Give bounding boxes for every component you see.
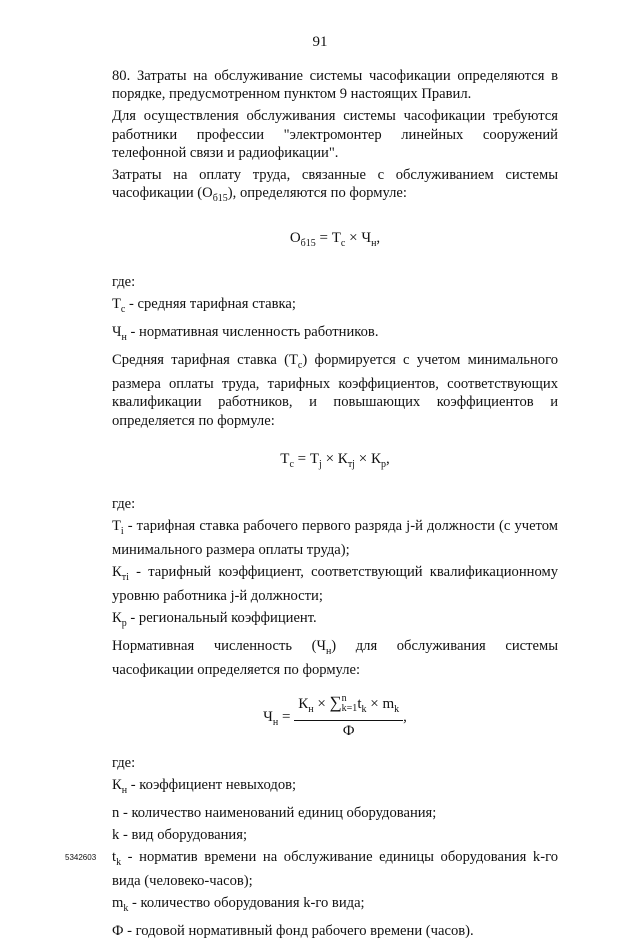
f1-ch-sub: н bbox=[371, 237, 377, 249]
def-tc-text: - средняя тарифная ставка; bbox=[125, 296, 296, 313]
f2-a-sub: j bbox=[319, 459, 322, 471]
paragraph-average-rate bbox=[112, 351, 558, 431]
f3-fraction bbox=[294, 694, 403, 741]
formula-labor-cost bbox=[112, 229, 558, 253]
definition-kn bbox=[112, 776, 558, 800]
f1-times: × bbox=[345, 229, 362, 246]
def-kn-sub: н bbox=[121, 785, 128, 797]
def-ktj-sym: К bbox=[112, 563, 122, 580]
definition-mk bbox=[112, 894, 558, 918]
def-ktj-text: - тарифный коэффициент, соответствующий квалификационному уровню работника j-й должности; bbox=[112, 563, 558, 605]
f2-a: Т bbox=[309, 451, 320, 468]
f3-times1: × bbox=[313, 695, 330, 712]
f2-b-sub: тj bbox=[347, 459, 355, 471]
f1-eq: = bbox=[315, 229, 332, 246]
formula-average-rate bbox=[112, 450, 558, 474]
def-chn-text: - нормативная численность работников. bbox=[126, 323, 379, 340]
definition-chn bbox=[112, 323, 558, 347]
labor-symbol-sub: б15 bbox=[212, 193, 228, 205]
def-chn-sub: н bbox=[121, 331, 127, 343]
f1-lhs-sub: б15 bbox=[300, 237, 316, 249]
paragraph-80: 80. Затраты на обслуживание системы часофикации определяются в порядке, предусмотренном пунктом 9 настоящих Правил. bbox=[112, 68, 558, 103]
f1-t: Т bbox=[331, 229, 341, 246]
f3-m-sub: k bbox=[394, 703, 400, 715]
definition-f: Ф - годовой нормативный фонд рабочего времени (часов). bbox=[112, 922, 474, 939]
f2-c-sub: р bbox=[380, 459, 386, 471]
where-label-1: где: bbox=[112, 274, 136, 291]
definition-kp bbox=[112, 609, 558, 633]
f2-times2: × bbox=[354, 451, 371, 468]
avg-before: Средняя тарифная ставка (Т bbox=[112, 351, 298, 368]
f3-lhs-sub: н bbox=[272, 716, 279, 728]
def-mk-text: - количество оборудования k-го вида; bbox=[128, 895, 365, 912]
f3-denominator: Ф bbox=[342, 722, 355, 739]
def-tj-text: - тарифная ставка рабочего первого разряда j-й должности (с учетом минимального размера оплаты труда); bbox=[112, 517, 558, 558]
def-mk-sub: k bbox=[123, 902, 129, 914]
def-chn-sym: Ч bbox=[112, 323, 122, 340]
norm-after: ) для обслуживания системы часофикации определяется по формуле: bbox=[112, 637, 559, 679]
f1-end: , bbox=[376, 229, 381, 246]
f3-k: К bbox=[298, 695, 309, 712]
def-kn-sym: К bbox=[112, 777, 122, 794]
f3-eq: = bbox=[278, 708, 295, 725]
where-label-3: где: bbox=[112, 755, 136, 772]
definition-ktj bbox=[112, 563, 558, 606]
def-kn-text: - коэффициент невыходов; bbox=[127, 777, 297, 794]
f2-end: , bbox=[385, 451, 390, 468]
def-kp-text: - региональный коэффициент. bbox=[126, 609, 317, 626]
labor-text-before: Затраты на оплату труда, связанные с обслуживанием системы часофикации ( bbox=[112, 167, 558, 202]
f3-m: m bbox=[382, 695, 395, 712]
def-tj-sym: Т bbox=[112, 517, 121, 534]
paragraph-labor-costs bbox=[112, 166, 558, 209]
f3-sum-top: n bbox=[341, 693, 347, 705]
labor-text-after: ), определяются по формуле: bbox=[227, 185, 407, 202]
paragraph-normative-count bbox=[112, 637, 558, 680]
f3-k-sub: н bbox=[308, 703, 314, 715]
formula-normative-count bbox=[112, 694, 558, 741]
f3-t: t bbox=[357, 695, 362, 712]
f3-end: , bbox=[403, 708, 407, 725]
f3-lhs: Ч bbox=[263, 708, 273, 725]
avg-after: ) формируется с учетом минимального размера оплаты труда, тарифных коэффициентов, соответствующих квалификации работников, и повышающих коэффициентов и определяется по формуле: bbox=[112, 351, 558, 429]
def-kp-sub: р bbox=[121, 617, 127, 629]
f3-sum: ∑ bbox=[329, 692, 342, 712]
def-tj-sub: i bbox=[120, 525, 124, 537]
avg-sub: с bbox=[297, 359, 303, 371]
norm-before: Нормативная численность (Ч bbox=[112, 637, 326, 654]
f3-sum-bottom: k=1 bbox=[341, 703, 358, 715]
f2-times1: × bbox=[321, 451, 338, 468]
labor-symbol: О bbox=[202, 185, 213, 202]
paragraph-workers: Для осуществления обслуживания системы часофикации требуются работники профессии "электромонтер линейных сооружений телефонной связи и радиофикации". bbox=[112, 108, 558, 162]
f2-c: К bbox=[370, 451, 381, 468]
definition-n: n - количество наименований единиц оборудования; bbox=[112, 805, 437, 822]
def-tk-sym: t bbox=[112, 848, 117, 865]
def-tk-text: - норматив времени на обслуживание единицы оборудования k-го вида (человеко-часов); bbox=[112, 848, 558, 890]
definition-tk bbox=[112, 848, 558, 891]
definition-tj bbox=[112, 517, 558, 560]
f3-t-sub: k bbox=[361, 703, 367, 715]
def-tc-sub: с bbox=[120, 303, 126, 315]
def-kp-sym: К bbox=[112, 609, 122, 626]
f3-numerator bbox=[294, 694, 403, 721]
f3-sum-limits bbox=[342, 694, 358, 714]
f2-eq: = bbox=[293, 451, 310, 468]
page-number: 91 bbox=[312, 34, 328, 50]
f3-times2: × bbox=[366, 695, 383, 712]
f1-t-sub: с bbox=[340, 237, 346, 249]
definition-k: k - вид оборудования; bbox=[112, 826, 248, 843]
def-tc-sym: Т bbox=[112, 296, 121, 313]
f2-lhs-sub: с bbox=[289, 459, 294, 471]
definition-tc bbox=[112, 295, 558, 319]
document-code: 5342603 bbox=[65, 853, 97, 862]
f1-ch: Ч bbox=[361, 229, 372, 246]
def-ktj-sub: тi bbox=[121, 571, 129, 583]
f2-b: К bbox=[337, 451, 348, 468]
def-tk-sub: k bbox=[116, 856, 122, 868]
def-mk-sym: m bbox=[112, 895, 124, 912]
f2-lhs: Т bbox=[280, 451, 290, 468]
document-body bbox=[112, 67, 558, 944]
where-label-2: где: bbox=[112, 495, 136, 512]
norm-sub: н bbox=[325, 645, 332, 657]
f1-lhs: О bbox=[289, 229, 301, 246]
